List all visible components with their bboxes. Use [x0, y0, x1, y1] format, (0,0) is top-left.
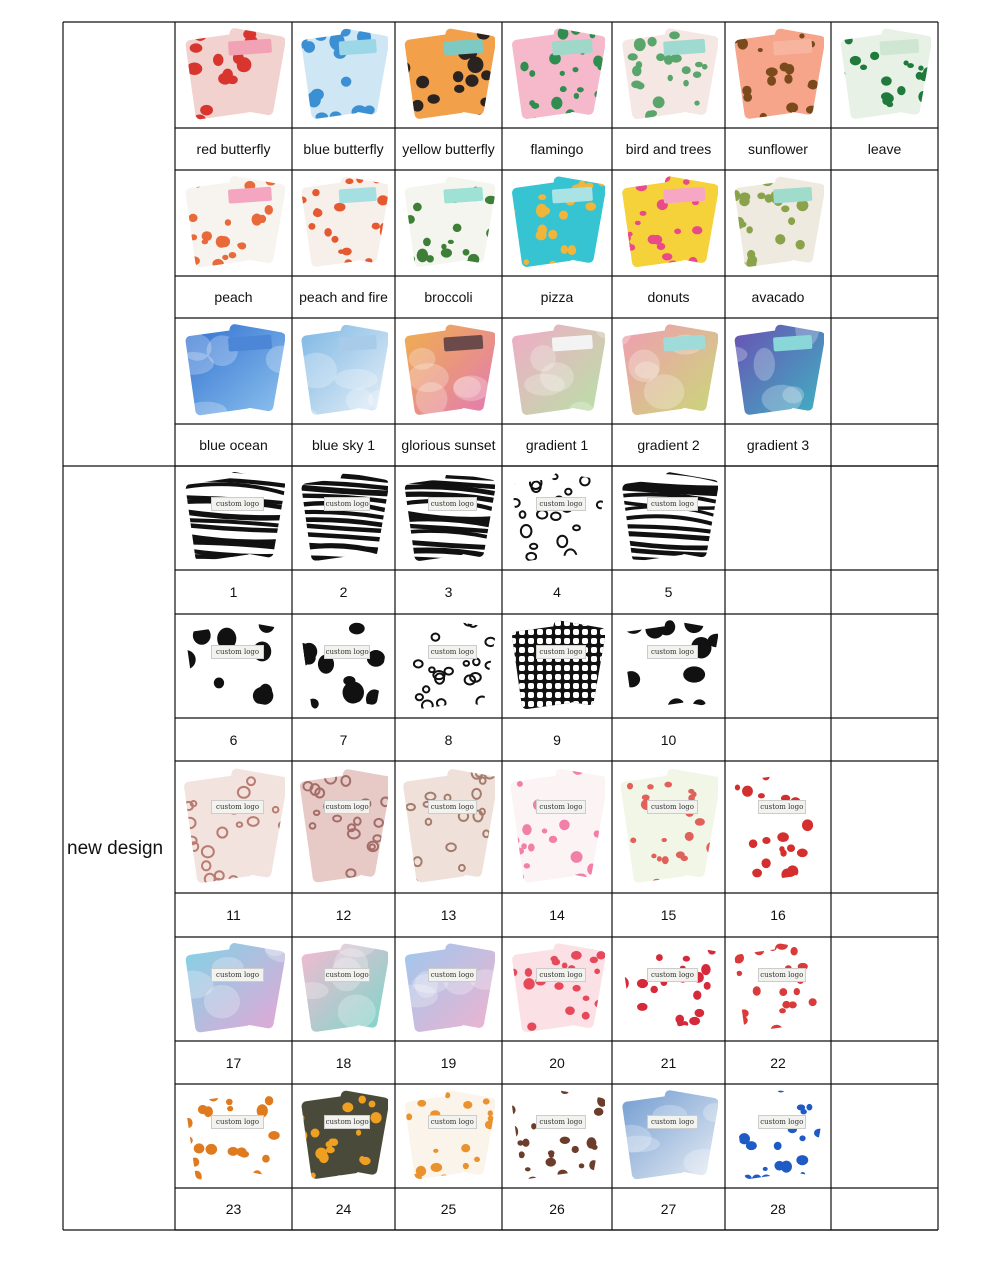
product-image-5-1	[299, 766, 388, 886]
item-label: 15	[660, 907, 677, 923]
product-image-5-4	[619, 766, 718, 886]
product-image-3-1	[299, 471, 388, 563]
product-image-0-6	[838, 27, 931, 121]
item-label: 24	[335, 1201, 352, 1217]
item-label: 25	[440, 1201, 457, 1217]
product-image-3-0	[182, 471, 285, 563]
item-label: 12	[335, 907, 352, 923]
custom-logo-tag: custom logo	[428, 1115, 477, 1129]
item-label: donuts	[647, 289, 690, 305]
item-label: 20	[549, 1054, 565, 1071]
custom-logo-tag: custom logo	[211, 968, 265, 982]
custom-logo-tag: custom logo	[647, 1115, 699, 1129]
product-image-7-1	[299, 1089, 388, 1181]
product-image-7-0	[182, 1089, 285, 1181]
item-label: 21	[660, 1054, 677, 1071]
item-label: blue ocean	[199, 437, 268, 453]
product-image-4-0	[182, 619, 285, 711]
product-image-0-5	[732, 27, 824, 121]
product-image-3-2	[402, 471, 495, 563]
product-image-5-0	[182, 766, 285, 886]
product-image-6-1	[299, 942, 388, 1034]
product-image-6-5	[732, 942, 824, 1034]
item-label: gradient 3	[746, 437, 810, 453]
custom-logo-tag: custom logo	[428, 800, 477, 814]
item-label: 11	[226, 907, 241, 923]
product-image-6-0	[182, 942, 285, 1034]
custom-logo-tag: custom logo	[211, 1115, 265, 1129]
custom-logo-tag: custom logo	[324, 1115, 371, 1129]
product-image-2-2	[402, 323, 495, 417]
custom-logo-tag: custom logo	[324, 497, 371, 511]
custom-logo-tag: custom logo	[647, 968, 699, 982]
product-image-5-3	[509, 766, 605, 886]
custom-logo-tag: custom logo	[758, 968, 806, 982]
item-label: sunflower	[748, 141, 808, 157]
product-image-6-3	[509, 942, 605, 1034]
product-image-7-4	[619, 1089, 718, 1181]
product-image-4-1	[299, 619, 388, 711]
item-label: gradient 2	[637, 437, 700, 453]
item-label: 19	[440, 1054, 457, 1071]
section-label: new design	[67, 838, 164, 859]
custom-logo-tag: custom logo	[211, 497, 265, 511]
product-image-2-5	[732, 323, 824, 417]
product-image-0-3	[509, 27, 605, 121]
custom-logo-tag: custom logo	[647, 800, 699, 814]
item-label: 26	[549, 1201, 565, 1217]
item-label: 14	[549, 907, 565, 923]
custom-logo-tag: custom logo	[758, 800, 806, 814]
custom-logo-tag: custom logo	[647, 497, 699, 511]
custom-logo-tag: custom logo	[758, 1115, 806, 1129]
product-image-2-3	[509, 323, 605, 417]
item-label: 1	[229, 584, 238, 600]
product-image-2-1	[299, 323, 388, 417]
item-label: 2	[339, 584, 348, 600]
product-image-1-2	[402, 175, 495, 269]
custom-logo-tag: custom logo	[324, 800, 371, 814]
item-label: avacado	[751, 289, 805, 305]
product-image-4-2	[402, 619, 495, 711]
product-image-0-1	[299, 27, 388, 121]
product-image-7-2	[402, 1089, 495, 1181]
custom-logo-tag: custom logo	[324, 968, 371, 982]
item-label: 3	[444, 584, 453, 600]
item-label: broccoli	[424, 289, 473, 305]
product-image-5-5	[732, 766, 824, 886]
custom-logo-tag: custom logo	[428, 497, 477, 511]
product-image-0-2	[402, 27, 495, 121]
product-image-5-2	[402, 766, 495, 886]
product-image-1-3	[509, 175, 605, 269]
item-label: 4	[553, 584, 561, 600]
product-image-6-4	[619, 942, 718, 1034]
product-image-0-4	[619, 27, 718, 121]
product-image-6-2	[402, 942, 495, 1034]
item-label: blue butterfly	[303, 141, 384, 157]
product-image-4-3	[509, 619, 605, 711]
product-image-1-4	[619, 175, 718, 269]
product-image-3-3	[509, 471, 605, 563]
item-label: 23	[225, 1201, 242, 1217]
product-image-2-0	[182, 323, 285, 417]
item-label: 7	[339, 731, 348, 748]
item-label: red butterfly	[196, 141, 271, 157]
item-label: 28	[770, 1201, 786, 1217]
custom-logo-tag: custom logo	[428, 968, 477, 982]
item-label: 18	[335, 1054, 352, 1071]
item-label: 13	[440, 907, 457, 923]
item-label: 5	[664, 584, 673, 600]
item-label: bird and trees	[625, 141, 712, 157]
item-label: yellow butterfly	[402, 141, 495, 157]
product-image-1-5	[732, 175, 824, 269]
item-label: 8	[444, 731, 453, 748]
item-label: blue sky 1	[311, 437, 376, 453]
product-image-3-4	[619, 471, 718, 563]
item-label: peach and fire	[299, 289, 388, 305]
product-image-7-5	[732, 1089, 824, 1181]
item-label: glorious sunset	[401, 437, 496, 453]
item-label: 6	[229, 731, 238, 748]
item-label: 27	[660, 1201, 677, 1217]
custom-logo-tag: custom logo	[536, 1115, 586, 1129]
item-label: 17	[225, 1054, 242, 1071]
custom-logo-tag: custom logo	[536, 645, 586, 659]
product-image-7-3	[509, 1089, 605, 1181]
custom-logo-tag: custom logo	[536, 800, 586, 814]
custom-logo-tag: custom logo	[647, 645, 699, 659]
product-image-2-4	[619, 323, 718, 417]
product-image-1-1	[299, 175, 388, 269]
item-label: 22	[770, 1054, 786, 1071]
item-label: 9	[553, 731, 561, 748]
item-label: pizza	[540, 289, 574, 305]
custom-logo-tag: custom logo	[428, 645, 477, 659]
item-label: gradient 1	[525, 437, 589, 453]
custom-logo-tag: custom logo	[536, 497, 586, 511]
product-image-1-0	[182, 175, 285, 269]
item-label: 16	[770, 907, 786, 923]
item-label: leave	[867, 141, 902, 157]
item-label: flamingo	[530, 141, 584, 157]
product-image-4-4	[619, 619, 718, 711]
item-label: peach	[214, 289, 253, 305]
custom-logo-tag: custom logo	[211, 645, 265, 659]
custom-logo-tag: custom logo	[536, 968, 586, 982]
product-image-0-0	[182, 27, 285, 121]
item-label: 10	[660, 731, 677, 748]
custom-logo-tag: custom logo	[211, 800, 265, 814]
custom-logo-tag: custom logo	[324, 645, 371, 659]
